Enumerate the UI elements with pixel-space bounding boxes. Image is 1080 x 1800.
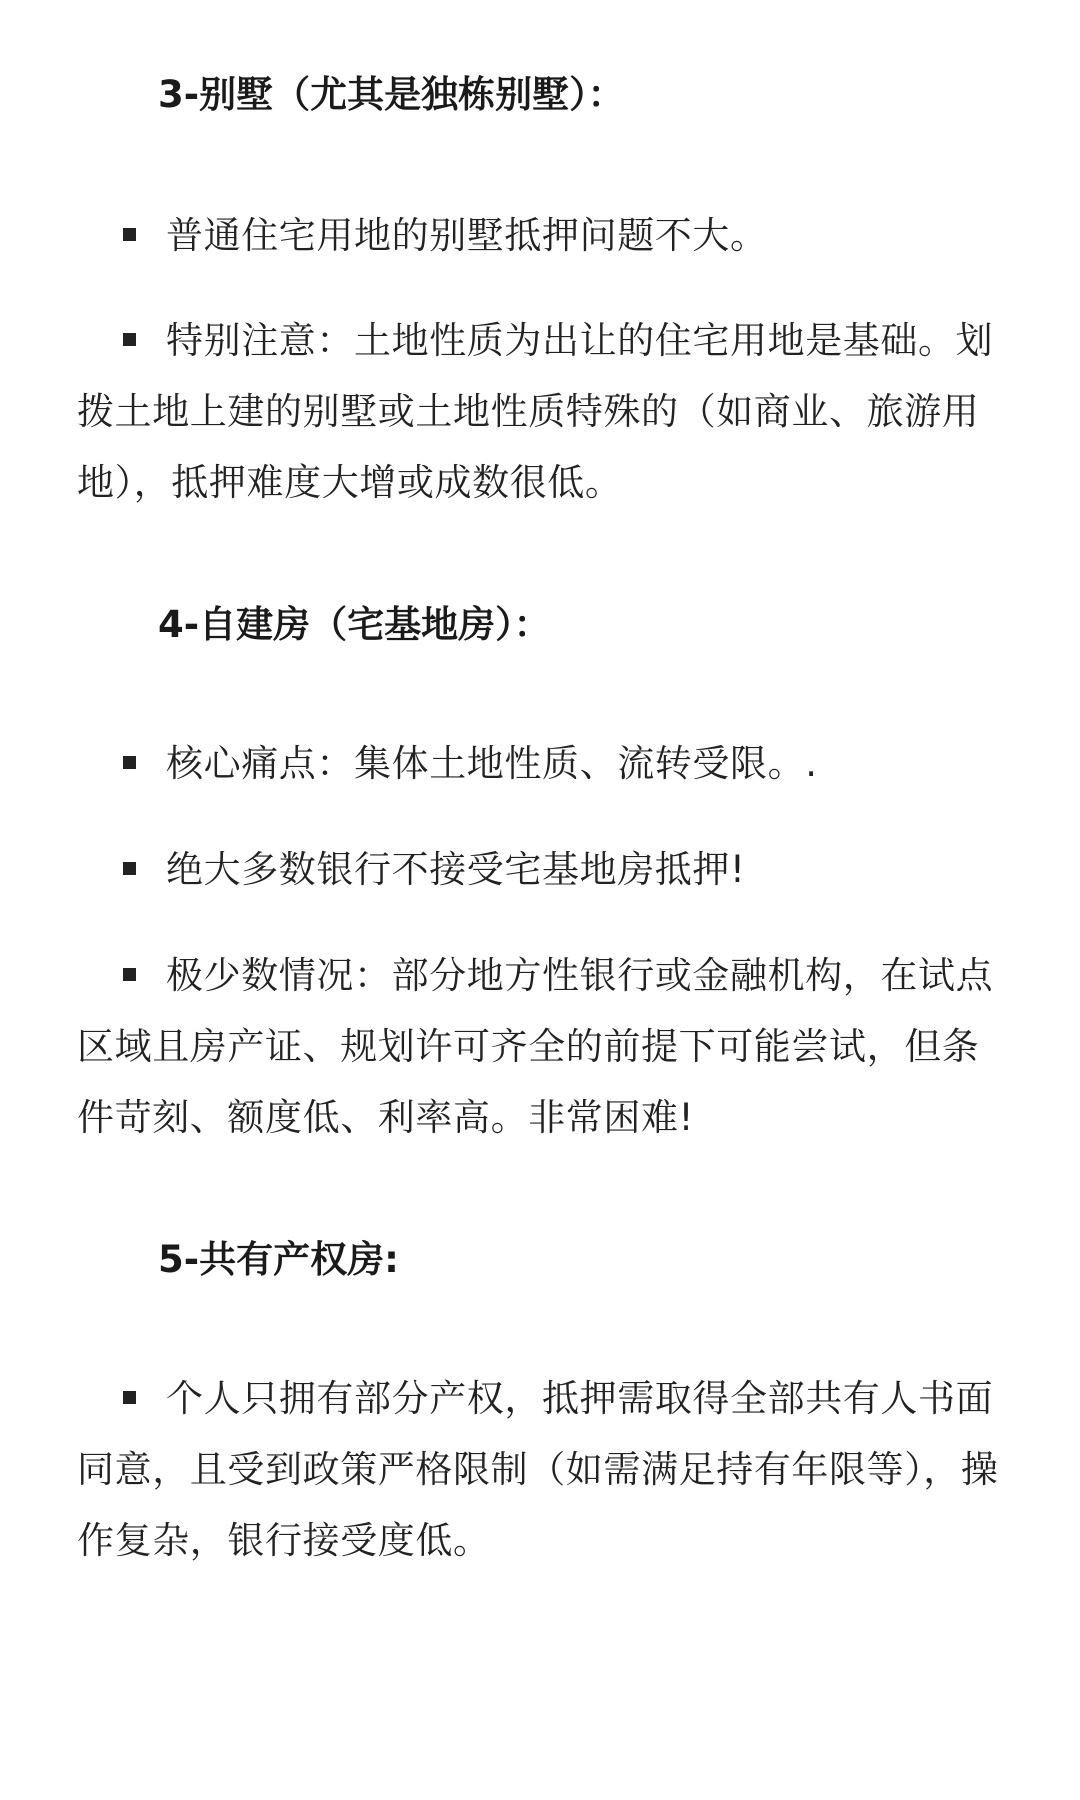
bullet-text: 绝大多数银行不接受宅基地房抵押! <box>166 848 746 891</box>
section-heading-self-built: 4-自建房（宅基地房）： <box>158 603 551 646</box>
bullet-text: 普通住宅用地的别墅抵押问题不大。 <box>166 214 768 257</box>
square-bullet-icon <box>123 862 136 875</box>
bullet-text: 核心痛点：集体土地性质、流转受限。. <box>166 742 818 785</box>
section-heading-shared-ownership: 5-共有产权房: <box>158 1238 399 1281</box>
square-bullet-icon <box>123 333 136 346</box>
square-bullet-icon <box>123 756 136 769</box>
bullet-text: 极少数情况：部分地方性银行或金融机构，在试点区域且房产证、规划许可齐全的前提下可能尝试，但条件苛刻、额度低、利率高。非常困难! <box>77 954 994 1139</box>
square-bullet-icon <box>123 1391 136 1404</box>
bullet-item <box>77 1363 1002 1576</box>
bullet-item <box>77 305 1002 518</box>
bullet-text: 特别注意：土地性质为出让的住宅用地是基础。划拨土地上建的别墅或土地性质特殊的（如商业、旅游用地），抵押难度大增或成数很低。 <box>77 319 994 504</box>
bullet-item <box>77 940 1002 1153</box>
bullet-item <box>77 200 1002 271</box>
square-bullet-icon <box>123 228 136 241</box>
bullet-text: 个人只拥有部分产权，抵押需取得全部共有人书面同意，且受到政策严格限制（如需满足持有年限等），操作复杂，银行接受度低。 <box>77 1377 999 1562</box>
bullet-item <box>77 834 1002 905</box>
bullet-item <box>77 728 1002 799</box>
section-heading-villa: 3-别墅（尤其是独栋别墅）： <box>158 73 625 116</box>
square-bullet-icon <box>123 968 136 981</box>
